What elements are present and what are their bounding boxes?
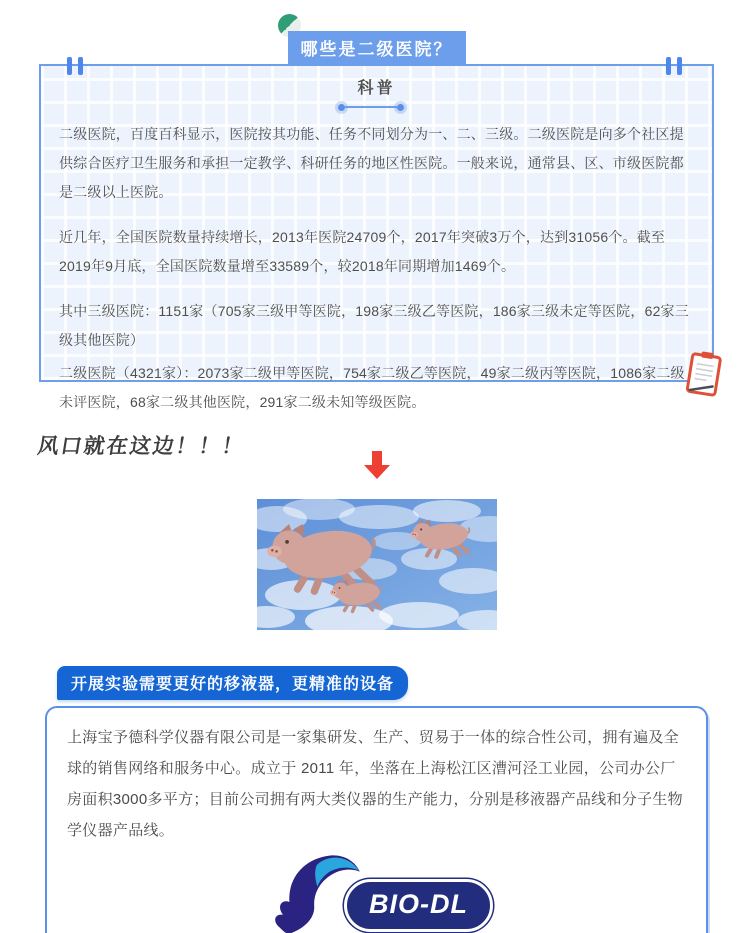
staple-icon — [666, 57, 682, 75]
biodl-logo — [67, 846, 686, 933]
science-box — [39, 64, 714, 410]
paragraph: 二级医院，百度百科显示，医院按其功能、任务不同划分为一、二、三级。二级医院是向多个社区提供综合医疗卫生服务和承担一定教学、科研任务的地区性医院。一般来说，通常县、区、市级医院都是二级以上医院。 — [59, 126, 684, 200]
staple-icon — [67, 57, 83, 75]
page-title: 哪些是二级医院？ — [288, 31, 466, 66]
dot-icon — [397, 104, 404, 111]
promo-label: 开展实验需要更好的移液器，更精准的设备 — [57, 666, 408, 700]
promo-box — [45, 706, 708, 933]
article-header — [0, 31, 753, 59]
section-title-wrap — [59, 78, 694, 112]
promo-section — [0, 630, 753, 933]
paragraph: 二级医院（4321家）：2073家二级甲等医院，754家二级乙等医院，49家二级丙等医院，1086家二级未评医院，68家二级其他医院，291家二级未知等级医院。 — [59, 365, 685, 410]
paragraph: 其中三级医院：1151家（705家三级甲等医院，198家三级乙等医院，186家三级未定等医院，62家三级其他医院） — [59, 303, 689, 348]
slogan-text: 风口就在这边！！！ — [35, 435, 247, 458]
dot-icon — [338, 104, 345, 111]
title-underline — [53, 102, 688, 112]
section-title: 科普 — [357, 80, 396, 97]
flying-pigs-image — [257, 499, 497, 630]
divider-line — [345, 106, 397, 108]
title-badge — [288, 31, 466, 66]
logo-wordmark: BIO-DL — [344, 879, 493, 932]
company-intro: 上海宝予德科学仪器有限公司是一家集研发、生产、贸易于一体的综合性公司，拥有遍及全球的销售网络和服务中心。成立于 2011 年，坐落在上海松江区漕河泾工业园，公司办公厂房面积3000多平方；目前公司拥有两大类仪器的生产能力，分别是移液器产品线和分子生物学仪器产品线。 — [67, 729, 683, 839]
paragraph: 近几年，全国医院数量持续增长，2013年医院24709个，2017年突破3万个，达到31056个。截至2019年9月底，全国医院数量增至33589个，较2018年同期增加1469个。 — [59, 229, 666, 274]
arrow-row — [0, 466, 753, 496]
